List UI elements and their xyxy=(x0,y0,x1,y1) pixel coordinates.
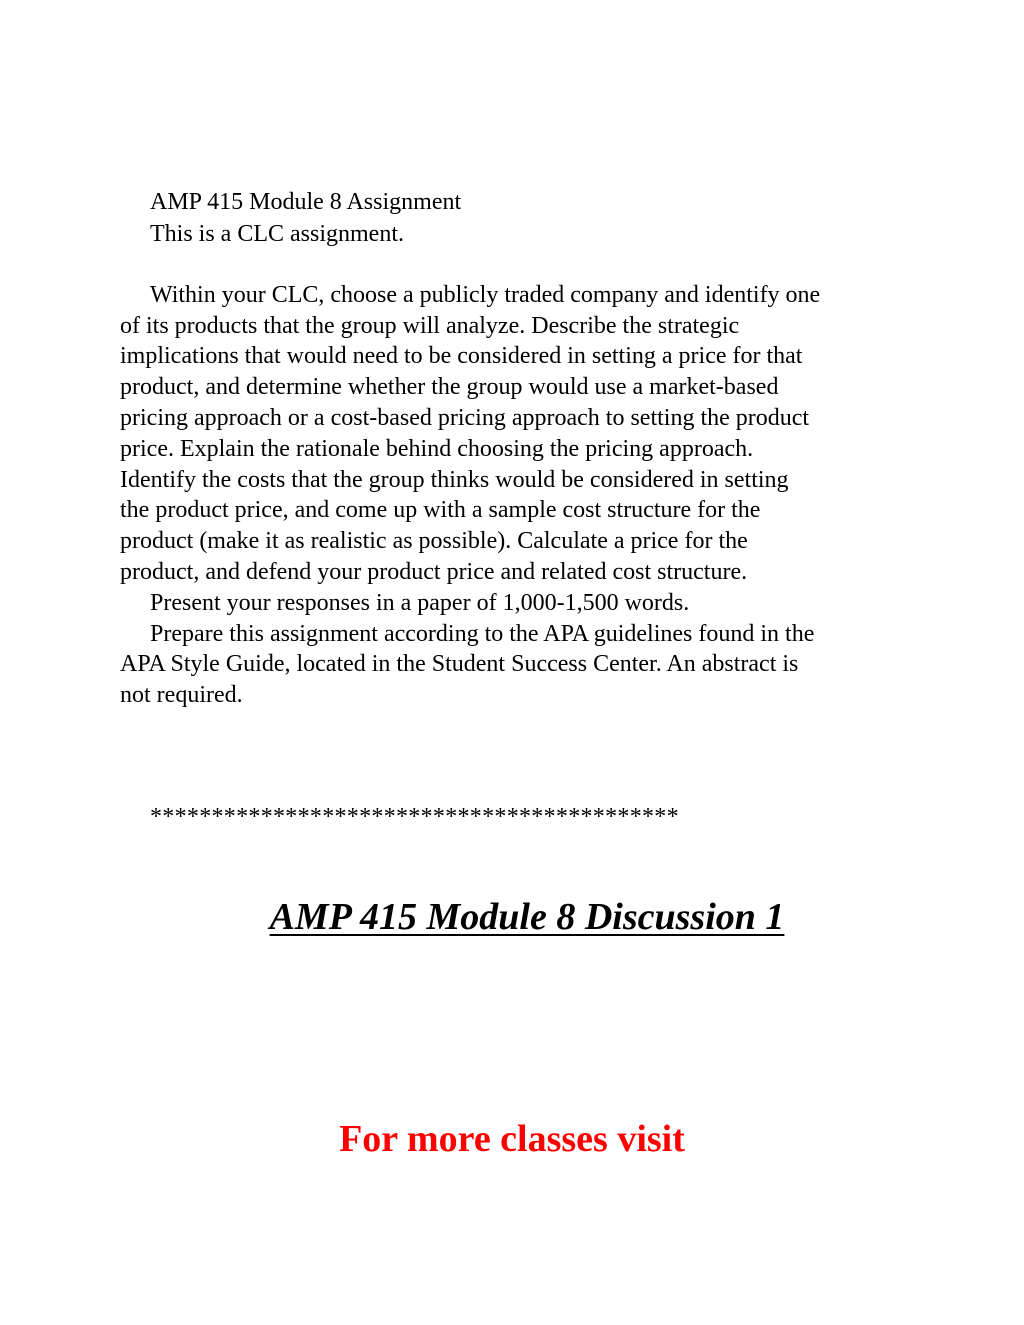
more-classes-text: For more classes visit xyxy=(339,1118,685,1160)
paragraph-line: product, and defend your product price and related cost structure. xyxy=(120,559,748,585)
paragraph-line: pricing approach or a cost-based pricing approach to setting the product xyxy=(120,405,810,431)
paragraph-line: price. Explain the rationale behind choosing the pricing approach. xyxy=(120,436,754,462)
paragraph-line: the product price, and come up with a sample cost structure for the xyxy=(120,497,761,523)
apa-line: Prepare this assignment according to the APA guidelines found in the xyxy=(150,621,815,647)
paragraph-line: Identify the costs that the group thinks would be considered in setting xyxy=(120,467,789,493)
paragraph-line: Within your CLC, choose a publicly traded company and identify one xyxy=(150,282,821,308)
apa-line: not required. xyxy=(120,682,243,708)
assignment-heading: AMP 415 Module 8 Assignment xyxy=(150,189,462,215)
paragraph-line: product, and determine whether the group would use a market-based xyxy=(120,374,779,400)
clc-note: This is a CLC assignment. xyxy=(150,221,404,247)
apa-line: APA Style Guide, located in the Student Success Center. An abstract is xyxy=(120,651,799,677)
paragraph-line: product (make it as realistic as possible). Calculate a price for the xyxy=(120,528,748,554)
asterisk-separator: ******************************************* xyxy=(150,804,679,830)
word-count-line: Present your responses in a paper of 1,000-1,500 words. xyxy=(150,590,690,616)
discussion-title: AMP 415 Module 8 Discussion 1 xyxy=(269,896,785,938)
paragraph-line: implications that would need to be considered in setting a price for that xyxy=(120,343,803,369)
paragraph-line: of its products that the group will analyze. Describe the strategic xyxy=(120,313,740,339)
